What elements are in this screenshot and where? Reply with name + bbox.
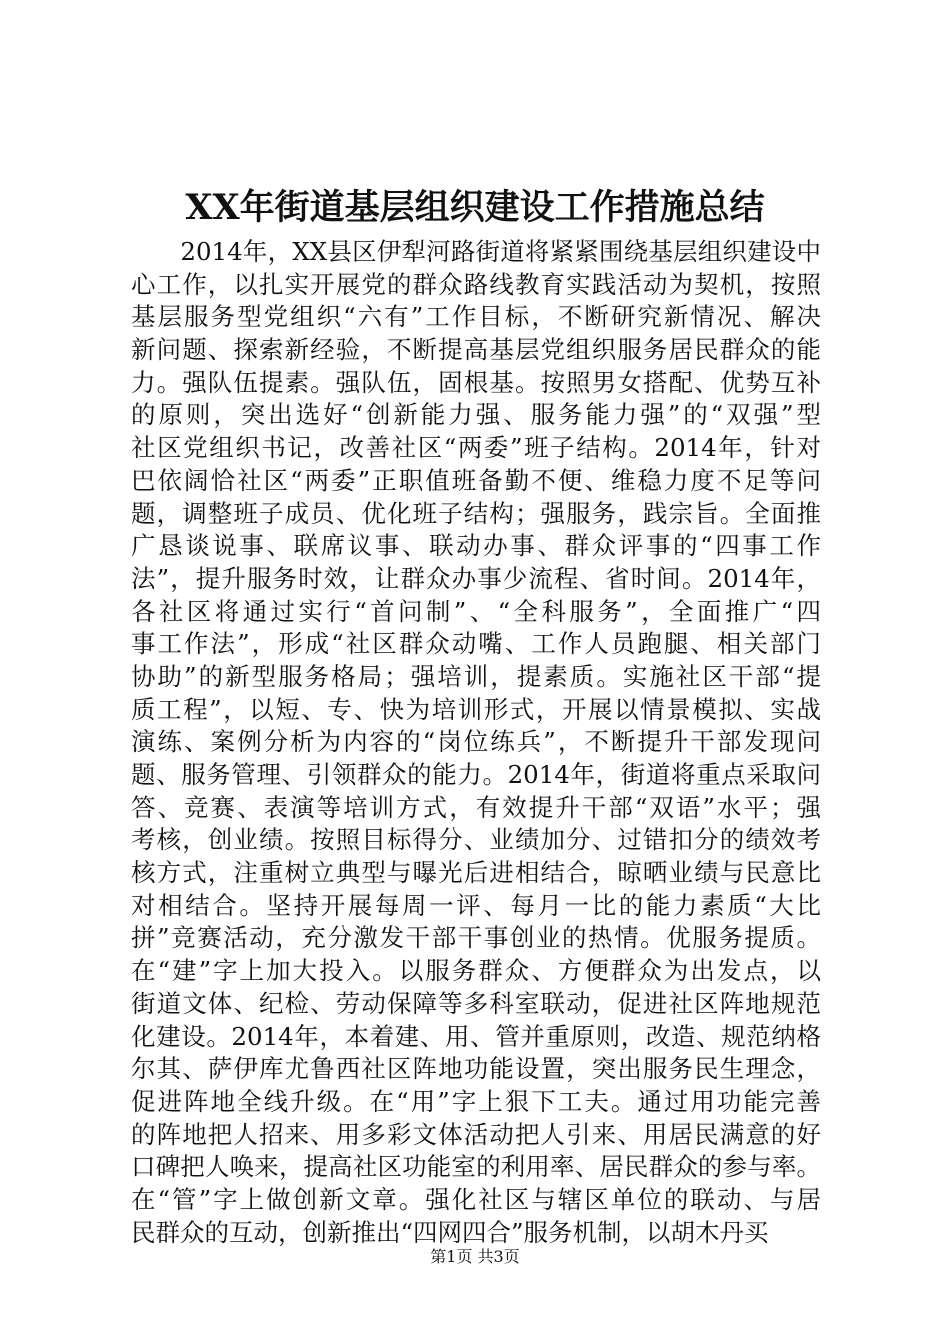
body-line: 口碑把人唤来，提高社区功能室的利用率、居民群众的参与率。: [131, 1152, 821, 1182]
body-line: 尔其、萨伊库尤鲁西社区阵地功能设置，突出服务民生理念，: [131, 1054, 821, 1084]
body-line: 题，调整班子成员、优化班子结构；强服务，践宗旨。全面推: [131, 498, 821, 528]
body-line: 力。强队伍提素。强队伍，固根基。按照男女搭配、优势互补: [131, 367, 821, 397]
document-body: [131, 236, 821, 1249]
body-line: 在“建”字上加大投入。以服务群众、方便群众为出发点，以: [131, 956, 821, 986]
body-line: 题、服务管理、引领群众的能力。2014年，街道将重点采取问: [131, 760, 821, 789]
body-line: 巴依阔恰社区“两委”正职值班备勤不便、维稳力度不足等问: [131, 465, 821, 495]
body-line: 的阵地把人招来、用多彩文体活动把人引来、用居民满意的好: [131, 1119, 821, 1149]
body-line: 促进阵地全线升级。在“用”字上狠下工夫。通过用功能完善: [131, 1086, 821, 1116]
body-line: 质工程”，以短、专、快为培训形式，开展以情景模拟、实战: [131, 694, 821, 724]
body-line: 考核，创业绩。按照目标得分、业绩加分、过错扣分的绩效考: [131, 825, 821, 855]
body-line: 对相结合。坚持开展每周一评、每月一比的能力素质“大比: [131, 890, 821, 920]
body-line: 协助”的新型服务格局；强培训，提素质。实施社区干部“提: [131, 661, 821, 691]
body-line: 街道文体、纪检、劳动保障等多科室联动，促进社区阵地规范: [131, 988, 821, 1018]
body-line: 社区党组织书记，改善社区“两委”班子结构。2014年，针对: [131, 433, 821, 463]
body-line: 的原则，突出选好“创新能力强、服务能力强”的“双强”型: [131, 400, 821, 430]
body-line: 广恳谈说事、联席议事、联动办事、群众评事的“四事工作: [131, 531, 821, 561]
body-line: 答、竞赛、表演等培训方式，有效提升干部“双语”水平；强: [131, 792, 821, 822]
body-line: 拼”竞赛活动，充分激发干部干事创业的热情。优服务提质。: [131, 923, 821, 953]
body-line: 民群众的互动，创新推出“四网四合”服务机制，以胡木丹买: [131, 1217, 769, 1247]
body-line: 核方式，注重树立典型与曝光后进相结合，晾晒业绩与民意比: [131, 858, 821, 888]
body-line: 化建设。2014年，本着建、用、管并重原则，改造、规范纳格: [131, 1021, 821, 1051]
body-line: 演练、案例分析为内容的“岗位练兵”，不断提升干部发现问: [131, 727, 821, 757]
document-title: XX年街道基层组织建设工作措施总结: [185, 187, 765, 228]
body-line: 事工作法”，形成“社区群众动嘴、工作人员跑腿、相关部门: [131, 629, 821, 659]
body-line: 在“管”字上做创新文章。强化社区与辖区单位的联动、与居: [131, 1184, 821, 1214]
body-line: 心工作，以扎实开展党的群众路线教育实践活动为契机，按照: [131, 269, 821, 299]
page-footer: 第1页 共3页: [430, 1247, 520, 1266]
body-line: 2014年，XX县区伊犁河路街道将紧紧围绕基层组织建设中: [131, 237, 821, 266]
body-line: 新问题、探索新经验，不断提高基层党组织服务居民群众的能: [131, 335, 821, 365]
body-line: 法”，提升服务时效，让群众办事少流程、省时间。2014年，: [131, 563, 821, 593]
body-line: 基层服务型党组织“六有”工作目标，不断研究新情况、解决: [131, 302, 821, 332]
body-line: 各社区将通过实行“首问制”、“全科服务”，全面推广“四: [131, 596, 821, 626]
